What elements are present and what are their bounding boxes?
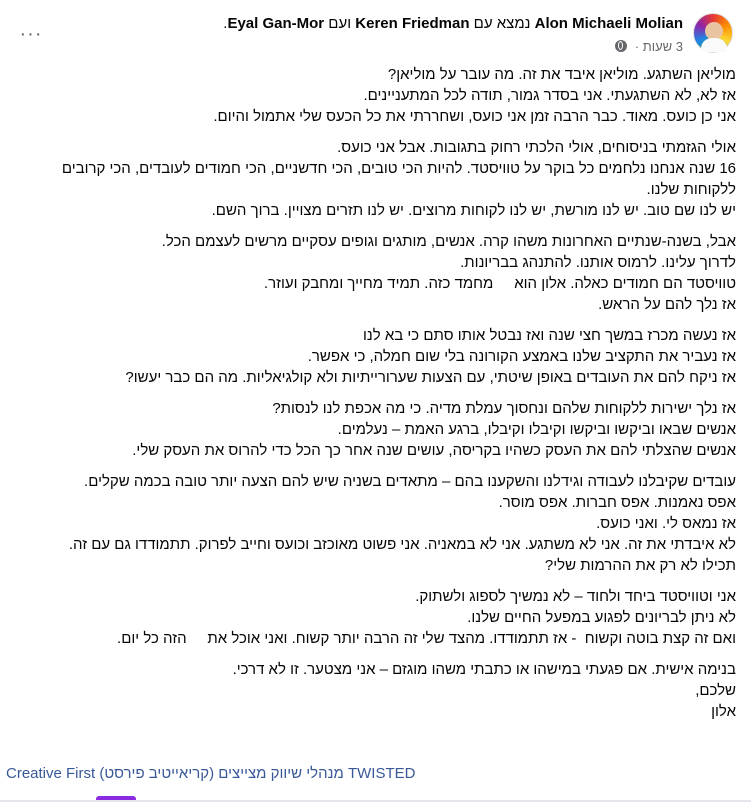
post-line: אבל, בשנה-שנתיים האחרונות משהו קרה. אנשים, מותגים וגופים עסקיים מרשים לעצמם הכל.: [161, 233, 736, 250]
post-meta: [615, 38, 683, 56]
post-title-line: [223, 14, 683, 34]
post-line: אז נמאס לי. ואני כועס.: [596, 515, 736, 532]
meta-separator: ·: [634, 39, 640, 54]
title-end-dot: .: [223, 15, 228, 32]
post-line: אז ניקח להם את העובדים באופן שיטתי, עם הצעות שערורייתיות ולא קולגיאליות. מה הם כבר יעשו?: [125, 369, 736, 386]
post-line: אז לא, לא השתגעתי. אני בסדר גמור, תודה לכל המתעניינים.: [363, 87, 736, 104]
post-line: יש לנו שם טוב. יש לנו מורשת, יש לנו לקוחות מרוצים. יש לנו תזרים מצויין. ברוך השם.: [211, 202, 736, 219]
post-line: לא ניתן לבריונים לפגוע במפעל החיים שלנו.: [467, 609, 736, 626]
post-line: אפס נאמנות. אפס חברות. אפס מוסר.: [498, 494, 736, 511]
post-line: תכילו לא רק את ההרמות שלי?: [544, 557, 736, 574]
with-text: נמצא עם: [473, 15, 531, 32]
post-line: אלון: [711, 703, 736, 720]
and-text: ועם: [328, 15, 352, 32]
post-paragraph: [10, 231, 736, 315]
globe-icon[interactable]: [615, 40, 627, 52]
post-paragraph: [10, 137, 736, 221]
post-line: אנשים שבאו וביקשו וביקשו וקיבלו וקיבלו, ברגע האמת – נעלמים.: [337, 421, 736, 438]
post-line: לא איבדתי את זה. אני לא משתגע. אני לא במאניה. אני פשוט מאוכזב וכועס וחייב לפרוק. תתמודדו גם עם זה.: [68, 536, 736, 553]
post-line: אז נעביר את התקציב שלנו באמצע הקורונה בלי שום חמלה, כי אפשר.: [307, 348, 736, 365]
post-paragraph: [10, 398, 736, 461]
tagged-user-1[interactable]: Keren Friedman: [355, 15, 470, 32]
post-line: בנימה אישית. אם פגעתי במישהו או כתבתי משהו מוגזם – אני מצטער. זו לא דרכי.: [232, 661, 736, 678]
post-line: מוליאן השתגע. מוליאן איבד את זה. מה עובר על מוליאן?: [387, 66, 736, 83]
post-time[interactable]: 3 שעות: [642, 39, 683, 54]
post-body: [10, 64, 736, 732]
tagged-user-2[interactable]: Eyal Gan-Mor: [227, 15, 325, 32]
post-line: ואם זה קצת בוטה וקשוח - אז תתמודדו. מהצד שלי זה הרבה יותר קשוח. ואני אוכל את הזה כל יום.: [117, 630, 736, 647]
post-line: טוויסטד הם חמודים כאלה. אלון הוא מחמד כזה. תמיד מחייך ומחבק ועוזר.: [263, 275, 736, 292]
post-paragraph: [10, 586, 736, 649]
post-header: [0, 8, 751, 60]
author-name[interactable]: Alon Michaeli Molian: [534, 15, 683, 32]
post-line: שלכם,: [695, 682, 736, 699]
post-paragraph: [10, 471, 736, 576]
post-paragraph: [10, 325, 736, 388]
post-line: אז נעשה מכרז במשך חצי שנה ואז נבטל אותו סתם כי בא לנו: [362, 327, 736, 344]
post-paragraph: [10, 64, 736, 127]
post-paragraph: [10, 659, 736, 722]
post-line: 16 שנה אנחנו נלחמים כל בוקר על טוויסטד. להיות הכי טובים, הכי חדשניים, הכי חמודים לעובדים, הכי קרובים ללקוחות שלנו.: [57, 160, 736, 198]
post-line: עובדים שקיבלנו לעבודה וגידלנו והשקענו בהם – מתאדים בשניה שיש להם הצעה יותר טובה בכמה שקלים.: [84, 473, 736, 490]
author-avatar[interactable]: [693, 13, 733, 53]
post-line: אז נלך ישירות ללקוחות שלהם ונחסוך עמלת מדיה. כי מה אכפת לנו לנסות?: [272, 400, 736, 417]
avatar-body: [701, 38, 727, 52]
post-line: אז נלך להם על הראש.: [598, 296, 736, 313]
post-line: אנשים שהצלתי להם את העסק כשהיו בקריסה, עושים שנה אחר כך הכל כדי להרוס את העסק שלי.: [132, 442, 736, 459]
more-options-button[interactable]: ···: [19, 23, 43, 45]
post-line: אני כן כועס. מאוד. כבר הרבה זמן אני כועס, ושחררתי את כל הכעס שלי אתמול והיום.: [213, 108, 736, 125]
post-line: אולי הגזמתי בניסוחים, אולי הלכתי רחוק בתגובות. אבל אני כועס.: [337, 139, 736, 156]
post-line: אני וטוויסטד ביחד ולחוד – לא נמשיך לספוג ולשתוק.: [415, 588, 736, 605]
post-line: לדרוך עלינו. לרמוס אותנו. להתנהג בבריונות.: [460, 254, 736, 271]
page-link[interactable]: TWISTED מנהלי שיווק מצייצים (קריאייטיב פירסט) Creative First: [6, 765, 416, 782]
